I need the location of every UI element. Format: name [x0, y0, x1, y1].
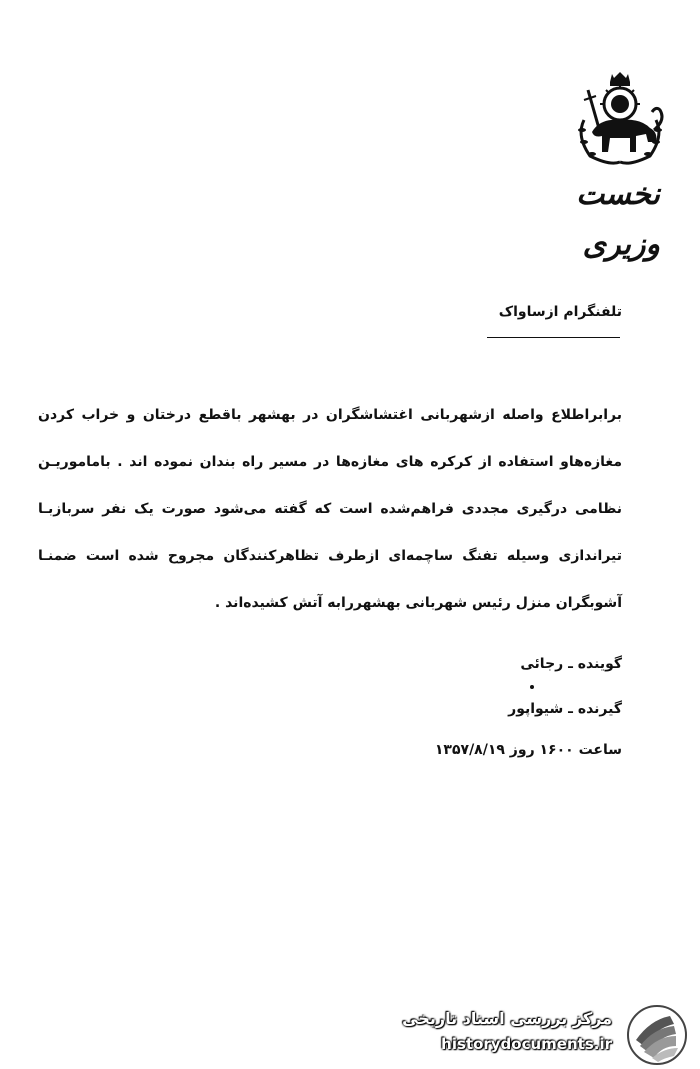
- document-body: برابراطلاع واصله ازشهربانی اغتشاشگران در بهشهر باقطع درختان و خراب کردن مغازه‌هاو استفاده از کرکره های مغازه‌ها در مسیر راه بندان نموده اند . باماموریـن نظامی درگیری مجددی فراهم‌شده است که گفته می‌شود صورت یک نفر سربازبـا تیراندازی وسیله تفنگ ساچمه‌ای ازطرف تظاهرکنندگان مجروح شده است ضمنـا آشوبگران منزل رئیس شهربانی بهشهررابه آتش کشیده‌اند .: [38, 407, 622, 611]
- book-pages-logo-icon: [626, 1004, 688, 1066]
- watermark-name: مرکز بررسی اسناد تاریخی: [402, 1009, 612, 1028]
- watermark-url: historydocuments.ir: [441, 1035, 612, 1053]
- document-heading: تلفنگرام ازساواک: [498, 304, 622, 320]
- speaker-line: گوینده ـ رجائی: [520, 656, 622, 672]
- ink-dot: [530, 685, 534, 689]
- receiver-line: گیرنده ـ شیواپور: [508, 701, 622, 717]
- watermark: [402, 1002, 692, 1066]
- office-name: نخست وزیری: [576, 177, 660, 262]
- lion-and-sun-emblem-icon: [570, 70, 670, 170]
- time-date-line: ساعت ۱۶۰۰ روز ۱۳۵۷/۸/۱۹: [434, 742, 622, 758]
- heading-underline: [487, 337, 620, 338]
